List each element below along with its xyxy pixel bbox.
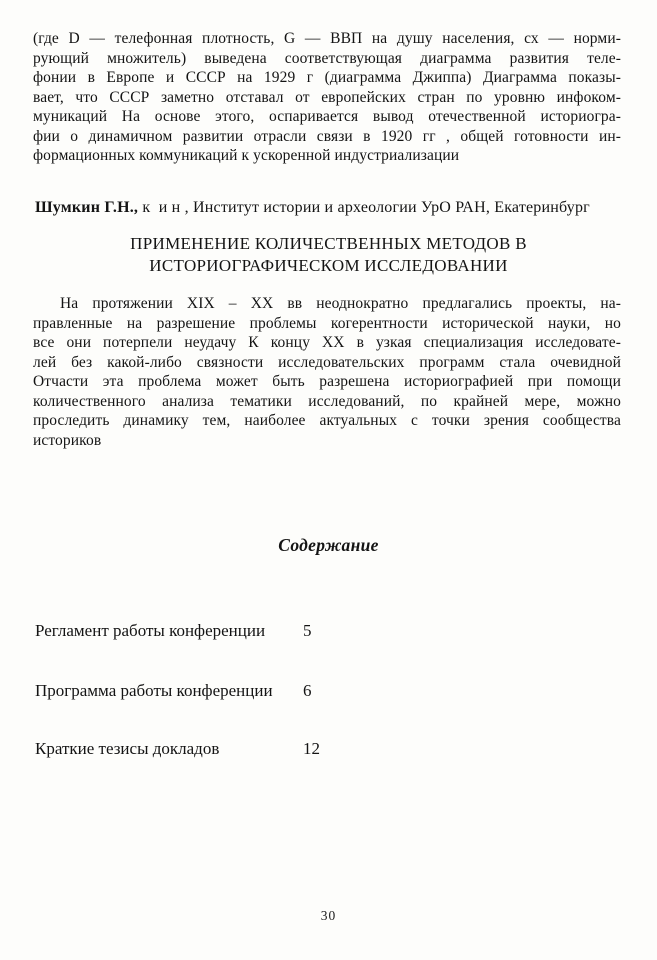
text-line: (где D — телефонная плотность, G — ВВП на душу населения, сх — норми- bbox=[33, 30, 621, 47]
text-line: муникаций На основе этого, оспаривается вывод отечественной историогра- bbox=[33, 108, 621, 125]
text-line: На протяжении XIX – XX вв неоднократно предлагались проекты, на- bbox=[60, 295, 621, 312]
article-title-line-1: ПРИМЕНЕНИЕ КОЛИЧЕСТВЕННЫХ МЕТОДОВ В bbox=[130, 234, 527, 253]
text-line: правленные на разрешение проблемы когерентности исторической науки, но bbox=[33, 314, 621, 332]
contents-heading: Содержание bbox=[278, 535, 379, 555]
toc-entry-page: 12 bbox=[303, 739, 320, 758]
intro-paragraph bbox=[33, 29, 621, 166]
toc-entry-label: Краткие тезисы докладов bbox=[35, 739, 220, 758]
text-line: вает, что СССР заметно отставал от европейских стран по уровню инфоком- bbox=[33, 88, 621, 106]
toc-entry-reglament bbox=[35, 621, 595, 641]
text-line: лей без какой-либо связности исследовательских программ стала очевидной bbox=[33, 353, 621, 371]
toc-entry-page: 6 bbox=[303, 681, 312, 700]
text-line: проследить динамику тем, наиболее актуальных с точки зрения сообщества bbox=[33, 412, 621, 429]
text-line: все они потерпели неудачу К концу XX в узкая специализация исследовате- bbox=[33, 334, 621, 351]
abstract-paragraph bbox=[33, 294, 621, 450]
author-line bbox=[35, 199, 635, 217]
toc-entry-label: Регламент работы конференции bbox=[35, 621, 266, 640]
toc-entry-page: 5 bbox=[303, 621, 312, 640]
text-line: историков bbox=[33, 431, 102, 449]
author-affiliation: к и н , Институт истории и археологии УрО РАН, Екатеринбург bbox=[138, 199, 590, 216]
author-name: Шумкин Г.Н., bbox=[35, 199, 139, 216]
text-line: формационных коммуникаций к ускоренной индустриализации bbox=[33, 147, 460, 164]
text-line: количественного анализа тематики исследований, по крайней мере, можно bbox=[33, 392, 621, 410]
text-line: рующий множитель) выведена соответствующая диаграмма развития теле- bbox=[33, 49, 621, 67]
toc-entry-tezisy bbox=[35, 739, 595, 759]
toc-entry-programma bbox=[35, 681, 595, 701]
page-number: 30 bbox=[320, 908, 337, 923]
text-line: фии о динамичном развитии отрасли связи в 1920 гг , общей готовности ин- bbox=[33, 127, 621, 145]
article-title bbox=[0, 233, 657, 276]
text-line: Отчасти эта проблема может быть разрешена историографией при помощи bbox=[33, 373, 621, 390]
toc-entry-label: Программа работы конференции bbox=[35, 681, 273, 700]
text-line: фонии в Европе и СССР на 1929 г (диаграмма Джиппа) Диаграмма показы- bbox=[33, 69, 621, 86]
article-title-line-2: ИСТОРИОГРАФИЧЕСКОМ ИССЛЕДОВАНИИ bbox=[149, 255, 508, 275]
